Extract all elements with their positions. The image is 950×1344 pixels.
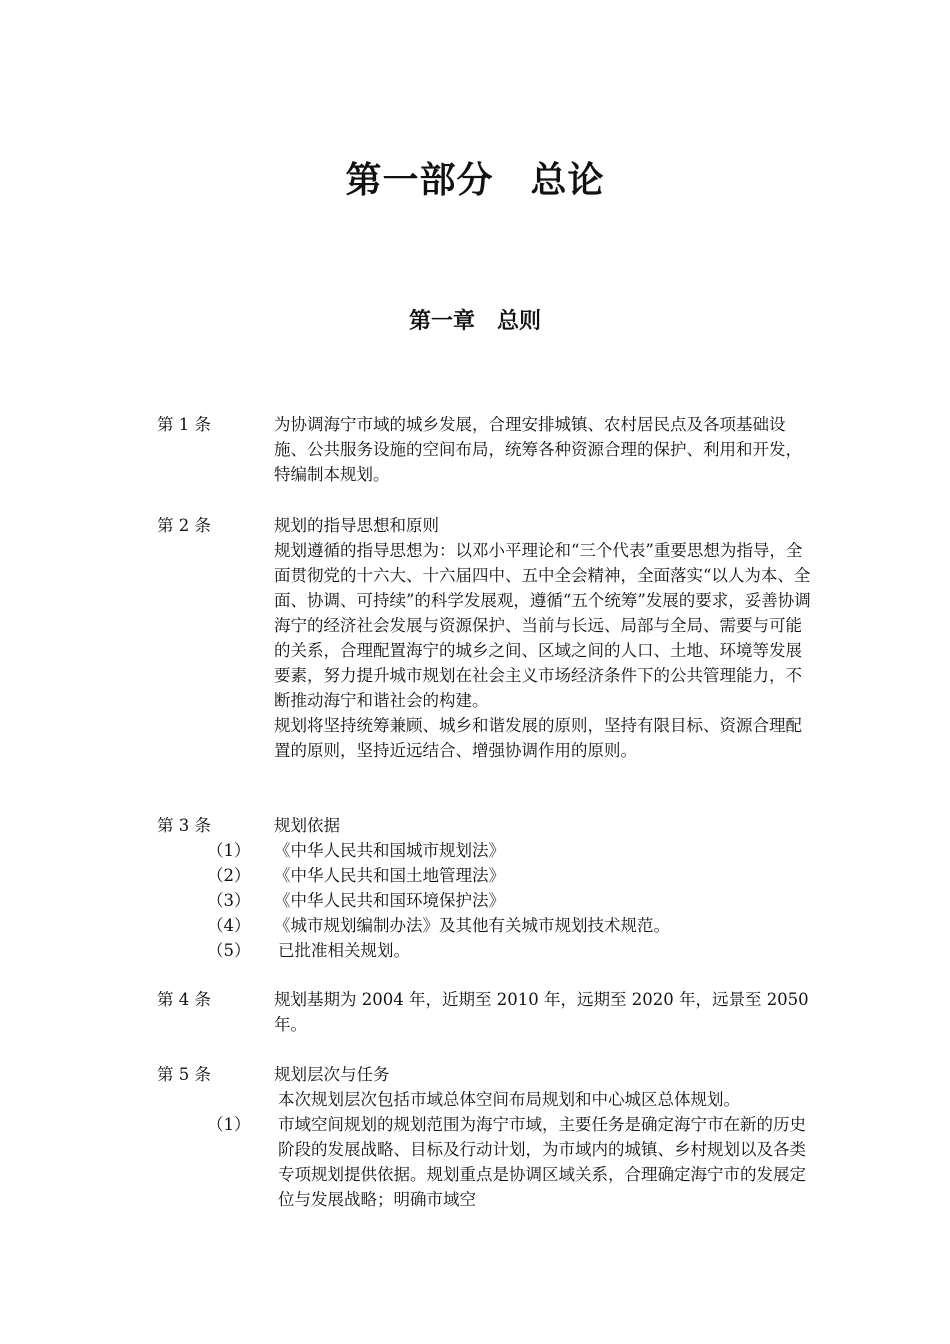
article-label: 第 3 条 xyxy=(157,816,211,835)
list-item xyxy=(207,1112,814,1212)
article-label: 第 1 条 xyxy=(157,415,211,434)
list-item-text: 市域空间规划的规划范围为海宁市域，主要任务是确定海宁市在新的历史阶段的发展战略、目标及行动计划，为市域内的城镇、乡村规划以及各类专项规划提供依据。规划重点是协调区域关系，合理确定海宁市的发展定位与发展战略；明确市域空 xyxy=(278,1115,806,1209)
article-label: 第 4 条 xyxy=(157,990,211,1009)
list-item-text: 《中华人民共和国城市规划法》 xyxy=(274,841,505,860)
list-item-number: （4） xyxy=(207,916,251,935)
article-paragraph: 为协调海宁市域的城乡发展，合理安排城镇、农村居民点及各项基础设施、公共服务设施的空间布局，统筹各种资源合理的保护、利用和开发，特编制本规划。 xyxy=(274,415,802,484)
article-paragraph: 本次规划层次包括市域总体空间布局规划和中心城区总体规划。 xyxy=(278,1090,740,1109)
article-1 xyxy=(157,412,822,487)
chapter-title: 第一章 总则 xyxy=(408,309,541,334)
list-item-number: （5） xyxy=(207,941,251,960)
article-paragraph: 规划基期为 2004 年，近期至 2010 年，远期至 2020 年，远景至 2050 年。 xyxy=(274,990,809,1034)
article-label: 第 2 条 xyxy=(157,516,211,535)
list-item-text: 已批准相关规划。 xyxy=(278,941,410,960)
part-title: 第一部分 总论 xyxy=(345,160,605,201)
list-item-text: 《中华人民共和国环境保护法》 xyxy=(274,891,505,910)
list-item-number: （1） xyxy=(207,841,251,860)
list-item xyxy=(207,938,814,963)
article-label: 第 5 条 xyxy=(157,1065,211,1084)
article-paragraph: 规划将坚持统筹兼顾、城乡和谐发展的原则，坚持有限目标、资源合理配置的原则，坚持近远结合、增强协调作用的原则。 xyxy=(274,716,802,760)
article-2 xyxy=(157,513,822,763)
list-item xyxy=(207,838,814,863)
list-item-number: （2） xyxy=(207,866,251,885)
list-item-number: （1） xyxy=(207,1115,251,1134)
article-heading: 规划层次与任务 xyxy=(274,1065,390,1084)
article-4 xyxy=(157,987,822,1037)
article-heading: 规划依据 xyxy=(274,816,340,835)
list-item xyxy=(207,888,814,913)
list-item xyxy=(207,863,814,888)
article-5 xyxy=(157,1062,822,1212)
list-item-number: （3） xyxy=(207,891,251,910)
article-paragraph: 规划遵循的指导思想为：以邓小平理论和“三个代表”重要思想为指导，全面贯彻党的十六大、十六届四中、五中全会精神，全面落实“以人为本、全面、协调、可持续”的科学发展观，遵循“五个统筹”发展的要求，妥善协调海宁的经济社会发展与资源保护、当前与长远、局部与全局、需要与可能的关系，合理配置海宁的城乡之间、区域之间的人口、土地、环境等发展要素，努力提升城市规划在社会主义市场经济条件下的公共管理能力，不断推动海宁和谐社会的构建。 xyxy=(274,541,811,710)
article-heading: 规划的指导思想和原则 xyxy=(274,516,439,535)
list-item-text: 《中华人民共和国土地管理法》 xyxy=(274,866,505,885)
article-3 xyxy=(157,813,822,963)
list-item xyxy=(207,913,814,938)
list-item-text: 《城市规划编制办法》及其他有关城市规划技术规范。 xyxy=(274,916,670,935)
